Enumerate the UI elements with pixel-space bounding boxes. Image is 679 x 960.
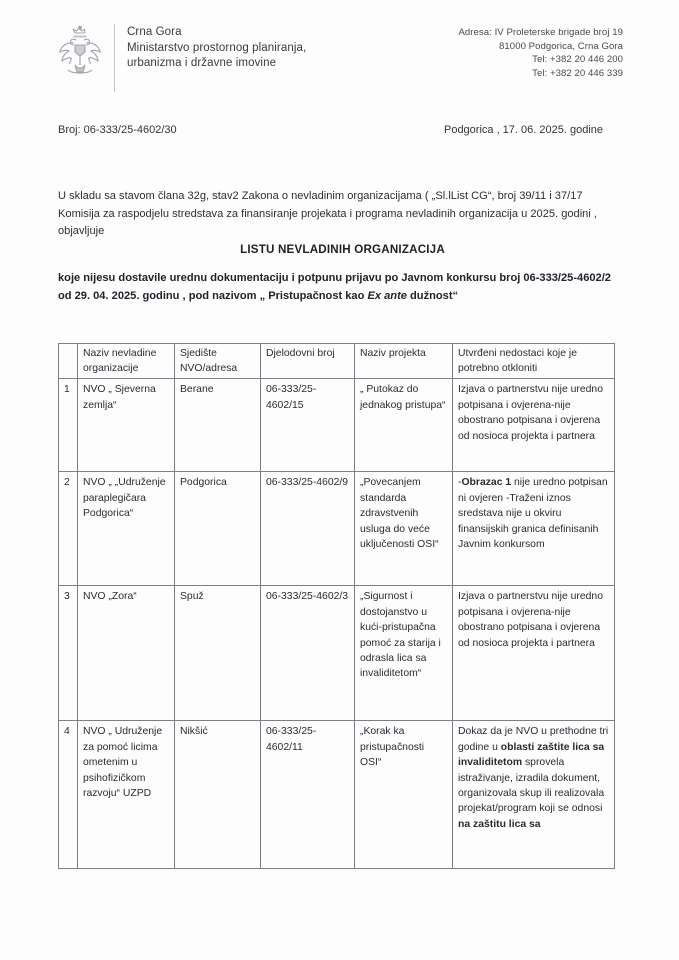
header-deficiency: Utvrđeni nedostaci koje je potrebno otkloniti (453, 344, 615, 379)
row-number: 1 (59, 379, 78, 472)
country-name: Crna Gora (127, 26, 182, 38)
cell-deficiency: Izjava o partnerstvu nije uredno potpisana i ovjerena-nije obostrano potpisana i ovjerena od nosioca projekta i partnera (453, 586, 615, 721)
cell-reference: 06-333/25-4602/11 (261, 721, 355, 869)
cell-project: „Korak ka pristupačnosti OSI“ (355, 721, 453, 869)
header-reference: Djelodovni broj (261, 344, 355, 379)
ngo-table-container (58, 343, 614, 869)
cell-deficiency (453, 472, 615, 586)
cell-organization: NVO „ Sjeverna zemlja“ (78, 379, 175, 472)
telephone-2: Tel: +382 20 446 339 (532, 67, 623, 79)
subtitle-paragraph (58, 270, 627, 305)
row-number: 2 (59, 472, 78, 586)
ministry-line-1: Ministarstvo prostornog planiranja, (127, 41, 307, 54)
header-seat: Sjedište NVO/adresa (175, 344, 261, 379)
telephone-1: Tel: +382 20 446 200 (532, 54, 623, 65)
cell-organization: NVO „ Udruženje za pomoć licima ometenim u psihofizičkom razvoju“ UZPD (78, 721, 175, 869)
intro-paragraph: U skladu sa stavom člana 32g, stav2 Zakona o nevladinim organizacijama ( „Sl.lList CG“, broj 39/11 i 37/17 Komisija za raspodjelu stredstava za finansiranje projekata i programa nevladinih organizacija u 2025. godini , objavljuje (58, 190, 597, 237)
deficiency-emphasis: oblasti zaštite lica sa invaliditetom (458, 741, 605, 769)
deficiency-middle: sprovela istraživanje, izradila dokument, organizovala skup ili realizovala projekat/program koji se odnosi (458, 757, 605, 815)
deficiency-emphasis-2: na zaštitu lica sa (458, 818, 541, 830)
deficiency-emphasis: Obrazac 1 (461, 477, 512, 489)
ministry-line-2: urbanizma i državne imovine (127, 57, 277, 69)
cell-organization: NVO „ „Udruženje paraplegičara Podgorica“ (78, 472, 175, 586)
letterhead-divider (114, 24, 115, 92)
montenegro-coat-of-arms-icon (56, 24, 104, 82)
subtitle-part-2: dužnost“ (406, 289, 459, 302)
subtitle-part-1: koje nijesu dostavile urednu dokumentaciju i potpunu prijavu po Javnom konkursu broj 06-333/25-4602/2 od 29. 04. 2025. godinu , pod nazivom „ Pristupačnost kao (58, 272, 611, 302)
ngo-table (58, 343, 615, 869)
table-header-row (59, 344, 615, 379)
letterhead (56, 22, 623, 94)
page-title: LISTU NEVLADINIH ORGANIZACIJA (240, 243, 445, 256)
table-row (59, 721, 615, 869)
cell-reference: 06-333/25-4602/9 (261, 472, 355, 586)
row-number: 3 (59, 586, 78, 721)
cell-seat: Berane (175, 379, 261, 472)
cell-deficiency (453, 721, 615, 869)
contact-block (458, 22, 623, 80)
row-number: 4 (59, 721, 78, 869)
table-row (59, 379, 615, 472)
address-line: Adresa: IV Proleterske brigade broj 19 (458, 27, 623, 38)
document-number: Broj: 06-333/25-4602/30 (58, 124, 177, 136)
cell-project: „Povecanjem standarda zdravstvenih usluga do veće uključenosti OSI“ (355, 472, 453, 586)
cell-deficiency: Izjava o partnerstvu nije uredno potpisana i ovjerena-nije obostrano potpisana i ovjerena od nosioca projekta i partnera (453, 379, 615, 472)
deficiency-prefix: Dokaz da je NVO u prethodne tri godine u (458, 726, 609, 753)
reference-line (58, 124, 621, 136)
cell-project: „Sigurnost i dostojanstvo u kući-pristupačna pomoć za starija i odrasla lica sa invaliditetom“ (355, 586, 453, 721)
header-organization: Naziv nevladine organizacije (78, 344, 175, 379)
table-row (59, 586, 615, 721)
place-and-date: Podgorica , 17. 06. 2025. godine (443, 124, 603, 136)
table-row (59, 472, 615, 586)
cell-seat: Nikšić (175, 721, 261, 869)
cell-seat: Spuž (175, 586, 261, 721)
ministry-block (127, 22, 306, 72)
cell-reference: 06-333/25-4602/15 (261, 379, 355, 472)
cell-project: „ Putokaz do jednakog pristupa“ (355, 379, 453, 472)
subtitle-italic: Ex ante (367, 289, 407, 302)
city-line: 81000 Podgorica, Crna Gora (499, 40, 623, 52)
cell-reference: 06-333/25-4602/3 (261, 586, 355, 721)
header-project: Naziv projekta (355, 344, 453, 379)
header-number (59, 344, 78, 379)
deficiency-prefix: - (458, 477, 462, 489)
cell-organization: NVO „Zora“ (78, 586, 175, 721)
cell-seat: Podgorica (175, 472, 261, 586)
deficiency-rest: nije uredno potpisan ni ovjeren -Traženi iznos sredstava nije u okviru finansijskih granica definisanih Javnim konkursom (458, 477, 608, 551)
